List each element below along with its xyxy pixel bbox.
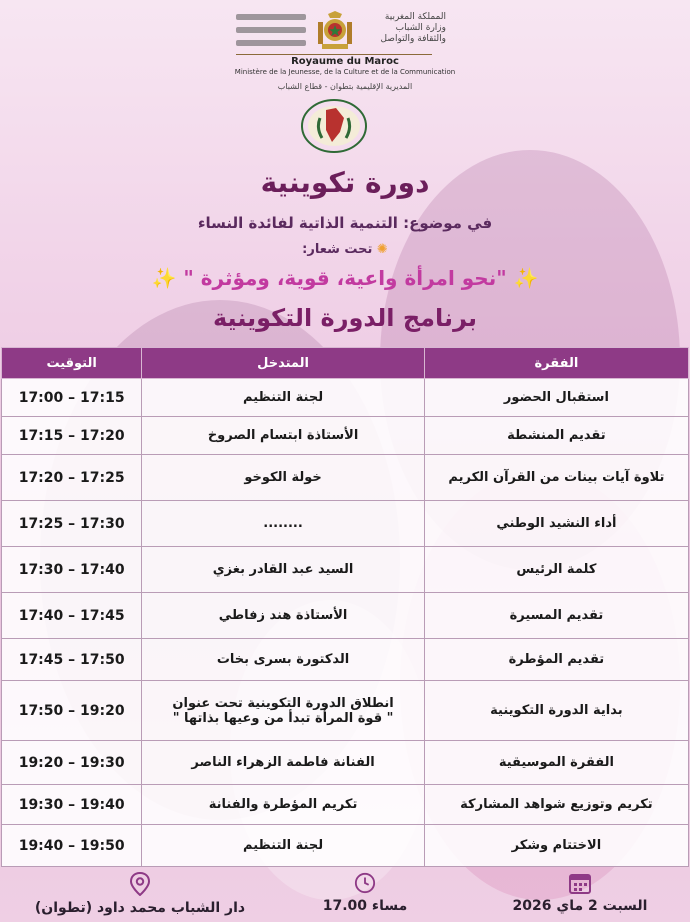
table-row bbox=[2, 547, 689, 593]
sparkle-icon: ✨ bbox=[513, 266, 539, 290]
table-row bbox=[2, 639, 689, 681]
royal-crest-icon bbox=[316, 10, 354, 54]
time-cell: 17:20 – 17:25 bbox=[2, 455, 142, 501]
segment-cell: الفقرة الموسيقية bbox=[424, 741, 688, 785]
header-divider bbox=[236, 54, 432, 55]
kingdom-label: Royaume du Maroc bbox=[291, 56, 399, 67]
table-row bbox=[2, 785, 689, 825]
time-cell: 17:40 – 17:45 bbox=[2, 593, 142, 639]
event-title: دورة تكوينية bbox=[260, 166, 430, 199]
intervener-cell: ........ bbox=[142, 501, 425, 547]
header-intervener: المتدخل bbox=[142, 348, 425, 379]
intervener-cell: لجنة التنظيم bbox=[142, 825, 425, 867]
segment-cell: استقبال الحضور bbox=[424, 379, 688, 417]
segment-cell: تلاوة آيات بينات من القرآن الكريم bbox=[424, 455, 688, 501]
sub-organization: المديرية الإقليمية بتطوان - قطاع الشباب bbox=[277, 82, 413, 91]
footer-place bbox=[20, 872, 260, 916]
table-row bbox=[2, 455, 689, 501]
header-time: التوقيت bbox=[2, 348, 142, 379]
location-pin-icon bbox=[129, 872, 151, 896]
segment-cell: بداية الدورة التكوينية bbox=[424, 681, 688, 741]
association-seal-icon bbox=[298, 96, 370, 156]
intervener-cell: الأستاذة هند زفاطي bbox=[142, 593, 425, 639]
slogan bbox=[0, 266, 690, 290]
table-row bbox=[2, 417, 689, 455]
ministry-header bbox=[0, 6, 690, 76]
slogan-label-text: تحت شعار: bbox=[302, 242, 373, 257]
segment-cell: تكريم وتوزيع شواهد المشاركة bbox=[424, 785, 688, 825]
event-footer bbox=[0, 872, 690, 922]
time-cell: 17:25 – 17:30 bbox=[2, 501, 142, 547]
arabic-ministry-name: المملكة المغربية وزارة الشباب والثقافة والتواصل bbox=[380, 12, 446, 44]
time-cell: 17:50 – 19:20 bbox=[2, 681, 142, 741]
intervener-cell: الدكتورة بسرى بخات bbox=[142, 639, 425, 681]
footer-date-text: السبت 2 ماي 2026 bbox=[512, 898, 648, 914]
header-segment: الفقرة bbox=[424, 348, 688, 379]
intervener-cell: انطلاق الدورة التكوينية تحت عنوان " قوة المرأة تبدأ من وعيها بذاتها " bbox=[142, 681, 425, 741]
ministry-label: Ministère de la Jeunesse, de la Culture et de la Communication bbox=[234, 68, 456, 76]
table-row bbox=[2, 741, 689, 785]
calendar-icon bbox=[568, 872, 592, 894]
clock-icon bbox=[353, 872, 377, 894]
segment-cell: تقديم المنشطة bbox=[424, 417, 688, 455]
time-cell: 17:30 – 17:40 bbox=[2, 547, 142, 593]
time-cell: 17:15 – 17:20 bbox=[2, 417, 142, 455]
table-row bbox=[2, 501, 689, 547]
intervener-cell: السيد عبد القادر بغزي bbox=[142, 547, 425, 593]
segment-cell: كلمة الرئيس bbox=[424, 547, 688, 593]
time-cell: 19:40 – 19:50 bbox=[2, 825, 142, 867]
intervener-cell: لجنة التنظيم bbox=[142, 379, 425, 417]
footer-place-text: دار الشباب محمد داود (تطوان) bbox=[34, 900, 246, 916]
table-row bbox=[2, 593, 689, 639]
slogan-text: "نحو امرأة واعية، قوية، ومؤثرة " bbox=[183, 266, 507, 290]
program-subtitle: برنامج الدورة التكوينية bbox=[212, 304, 478, 332]
program-table bbox=[1, 347, 689, 867]
intervener-cell: الفنانة فاطمة الزهراء الناصر bbox=[142, 741, 425, 785]
sun-icon: ✺ bbox=[372, 242, 388, 257]
segment-cell: أداء النشيد الوطني bbox=[424, 501, 688, 547]
time-cell: 19:30 – 19:40 bbox=[2, 785, 142, 825]
intervener-cell: الأستاذة ابتسام الصروخ bbox=[142, 417, 425, 455]
time-cell: 17:00 – 17:15 bbox=[2, 379, 142, 417]
footer-time bbox=[290, 872, 440, 914]
table-header-row bbox=[2, 348, 689, 379]
segment-cell: الاختتام وشكر bbox=[424, 825, 688, 867]
segment-cell: تقديم المسيرة bbox=[424, 593, 688, 639]
table-row bbox=[2, 379, 689, 417]
table-row bbox=[2, 825, 689, 867]
intervener-cell: خولة الكوخو bbox=[142, 455, 425, 501]
footer-time-text: مساء 17.00 bbox=[322, 898, 408, 914]
footer-date bbox=[480, 872, 680, 914]
event-topic: في موضوع: التنمية الذاتية لفائدة النساء bbox=[197, 214, 493, 232]
slogan-label bbox=[0, 242, 690, 257]
time-cell: 17:45 – 17:50 bbox=[2, 639, 142, 681]
intervener-cell: تكريم المؤطرة والفنانة bbox=[142, 785, 425, 825]
tifinagh-text bbox=[236, 14, 306, 53]
sparkle-icon: ✨ bbox=[151, 266, 177, 290]
time-cell: 19:20 – 19:30 bbox=[2, 741, 142, 785]
segment-cell: تقديم المؤطرة bbox=[424, 639, 688, 681]
table-row bbox=[2, 681, 689, 741]
